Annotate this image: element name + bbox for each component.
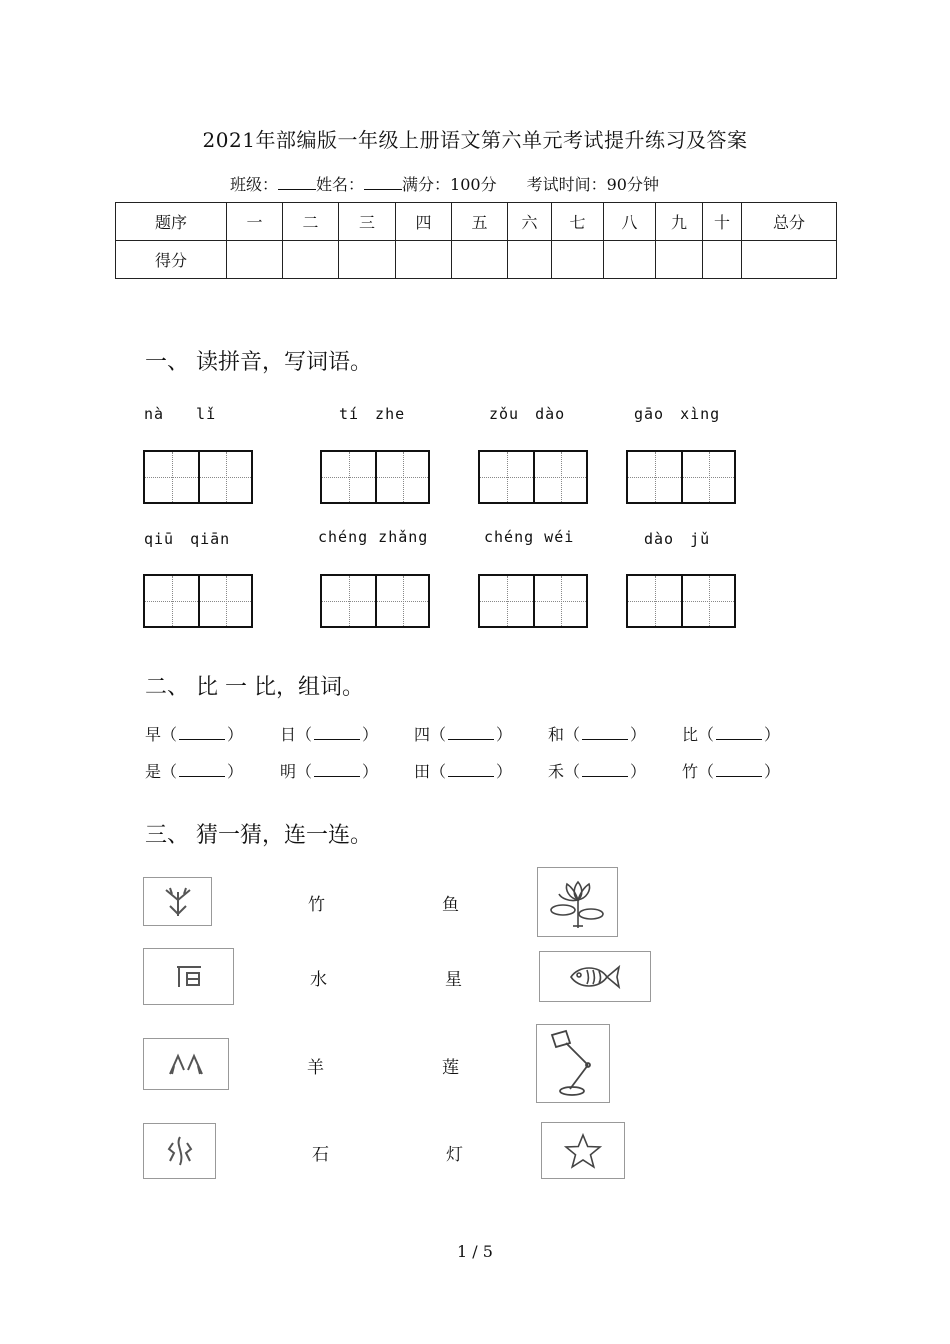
answer-blank[interactable] — [448, 727, 494, 740]
compare-item — [145, 722, 243, 745]
answer-blank[interactable] — [314, 764, 360, 777]
score-table-score-row — [116, 241, 837, 279]
writing-grid[interactable] — [626, 574, 736, 628]
score-table-header-row — [116, 203, 837, 241]
answer-blank[interactable] — [582, 727, 628, 740]
star-icon[interactable] — [541, 1122, 625, 1179]
compare-char: 和（ — [548, 725, 581, 744]
ancient-sheep-glyph-icon[interactable] — [143, 877, 212, 926]
grid-cell[interactable] — [480, 576, 533, 626]
compare-item — [280, 759, 378, 782]
score-cell[interactable] — [227, 241, 283, 279]
writing-grid[interactable] — [143, 450, 253, 504]
class-blank[interactable] — [278, 175, 316, 190]
compare-close: ） — [764, 725, 781, 744]
score-cell[interactable] — [656, 241, 703, 279]
score-cell[interactable] — [604, 241, 656, 279]
desk-lamp-svg — [544, 1029, 602, 1099]
compare-close: ） — [227, 762, 244, 781]
full-score: 满分：100分 — [402, 175, 497, 194]
grid-cell[interactable] — [628, 576, 681, 626]
compare-item — [548, 759, 646, 782]
compare-item — [682, 722, 780, 745]
compare-char: 日（ — [280, 725, 313, 744]
score-cell[interactable] — [552, 241, 604, 279]
header-cell: 五 — [452, 203, 508, 241]
writing-grid[interactable] — [320, 450, 430, 504]
lotus-svg — [547, 872, 609, 932]
star-svg — [563, 1132, 603, 1170]
pinyin-label: qiū qiān — [144, 530, 231, 548]
header-cell: 二 — [283, 203, 339, 241]
header-cell: 十 — [703, 203, 742, 241]
answer-blank[interactable] — [582, 764, 628, 777]
compare-char: 竹（ — [682, 762, 715, 781]
fish-icon[interactable] — [539, 951, 651, 1002]
ancient-water-glyph-icon[interactable] — [143, 1123, 216, 1179]
compare-char: 禾（ — [548, 762, 581, 781]
pinyin-label: dào jǔ — [644, 530, 711, 548]
left-word[interactable]: 水 — [310, 970, 327, 990]
answer-blank[interactable] — [314, 727, 360, 740]
page-title: 2021年部编版一年级上册语文第六单元考试提升练习及答案 — [202, 128, 748, 152]
compare-close: ） — [362, 725, 379, 744]
answer-blank[interactable] — [716, 727, 762, 740]
section1-heading: 一、 读拼音，写词语。 — [145, 350, 372, 375]
compare-close: ） — [496, 725, 513, 744]
grid-cell[interactable] — [533, 576, 586, 626]
compare-close: ） — [496, 762, 513, 781]
writing-grid[interactable] — [320, 574, 430, 628]
compare-item — [414, 759, 512, 782]
left-word[interactable]: 羊 — [307, 1058, 324, 1078]
grid-cell[interactable] — [480, 452, 533, 502]
ancient-sheep-glyph-svg — [158, 884, 198, 920]
compare-item — [548, 722, 646, 745]
grid-cell[interactable] — [145, 576, 198, 626]
writing-grid[interactable] — [143, 574, 253, 628]
fish-svg — [565, 960, 625, 994]
grid-cell[interactable] — [322, 576, 375, 626]
name-label: 姓名： — [316, 175, 365, 194]
exam-time: 考试时间：90分钟 — [526, 175, 659, 194]
writing-grid[interactable] — [478, 450, 588, 504]
pinyin-label: nà lǐ — [144, 405, 217, 423]
pinyin-label: tí zhe — [339, 405, 406, 423]
writing-grid[interactable] — [478, 574, 588, 628]
header-cell: 四 — [396, 203, 452, 241]
score-row-label: 得分 — [116, 241, 227, 279]
grid-cell[interactable] — [681, 576, 734, 626]
ancient-bamboo-glyph-svg — [164, 1048, 208, 1080]
section2-heading: 二、 比 一 比，组词。 — [145, 675, 364, 700]
grid-cell[interactable] — [628, 452, 681, 502]
score-cell[interactable] — [283, 241, 339, 279]
compare-item — [145, 759, 243, 782]
compare-char: 田（ — [414, 762, 447, 781]
page-number: 1 / 5 — [457, 1242, 493, 1261]
grid-cell[interactable] — [198, 576, 251, 626]
ancient-water-glyph-svg — [165, 1133, 195, 1169]
pinyin-label: zǒu dào — [489, 405, 566, 423]
pinyin-label: gāo xìng — [634, 405, 721, 423]
right-word[interactable]: 鱼 — [442, 895, 459, 915]
compare-close: ） — [630, 725, 647, 744]
score-cell[interactable] — [396, 241, 452, 279]
compare-char: 明（ — [280, 762, 313, 781]
grid-cell[interactable] — [681, 452, 734, 502]
compare-item — [414, 722, 512, 745]
desk-lamp-icon[interactable] — [536, 1024, 610, 1103]
compare-item — [682, 759, 780, 782]
score-cell[interactable] — [508, 241, 552, 279]
ancient-stone-glyph-icon[interactable] — [143, 948, 234, 1005]
compare-item — [280, 722, 378, 745]
compare-close: ） — [362, 762, 379, 781]
header-cell: 一 — [227, 203, 283, 241]
ancient-bamboo-glyph-icon[interactable] — [143, 1038, 229, 1090]
writing-grid[interactable] — [626, 450, 736, 504]
answer-blank[interactable] — [448, 764, 494, 777]
header-cell: 九 — [656, 203, 703, 241]
answer-blank[interactable] — [716, 764, 762, 777]
grid-cell[interactable] — [533, 452, 586, 502]
header-cell: 八 — [604, 203, 656, 241]
compare-close: ） — [227, 725, 244, 744]
answer-blank[interactable] — [179, 764, 225, 777]
grid-cell[interactable] — [198, 452, 251, 502]
compare-char: 早（ — [145, 725, 178, 744]
left-word[interactable]: 竹 — [308, 895, 325, 915]
right-word[interactable]: 莲 — [442, 1058, 459, 1078]
lotus-icon[interactable] — [537, 867, 618, 937]
compare-char: 比（ — [682, 725, 715, 744]
exam-info — [230, 172, 659, 195]
pinyin-label: chéng wéi — [484, 528, 575, 546]
compare-char: 是（ — [145, 762, 178, 781]
grid-cell[interactable] — [375, 576, 428, 626]
grid-cell[interactable] — [145, 452, 198, 502]
compare-close: ） — [630, 762, 647, 781]
right-word[interactable]: 灯 — [446, 1145, 463, 1165]
class-label: 班级： — [230, 175, 279, 194]
header-cell: 七 — [552, 203, 604, 241]
right-word[interactable]: 星 — [445, 970, 462, 990]
header-cell: 三 — [339, 203, 396, 241]
score-cell[interactable] — [703, 241, 742, 279]
left-word[interactable]: 石 — [312, 1145, 329, 1165]
compare-char: 四（ — [414, 725, 447, 744]
compare-close: ） — [764, 762, 781, 781]
score-cell[interactable] — [452, 241, 508, 279]
ancient-stone-glyph-svg — [169, 961, 209, 993]
name-blank[interactable] — [364, 175, 402, 190]
grid-cell[interactable] — [375, 452, 428, 502]
pinyin-label: chéng zhǎng — [318, 528, 429, 546]
header-cell: 六 — [508, 203, 552, 241]
score-cell[interactable] — [339, 241, 396, 279]
header-cell: 总分 — [742, 203, 837, 241]
answer-blank[interactable] — [179, 727, 225, 740]
grid-cell[interactable] — [322, 452, 375, 502]
header-cell: 题序 — [116, 203, 227, 241]
section3-heading: 三、 猜一猜，连一连。 — [145, 823, 372, 848]
score-cell[interactable] — [742, 241, 837, 279]
score-table — [115, 202, 837, 279]
